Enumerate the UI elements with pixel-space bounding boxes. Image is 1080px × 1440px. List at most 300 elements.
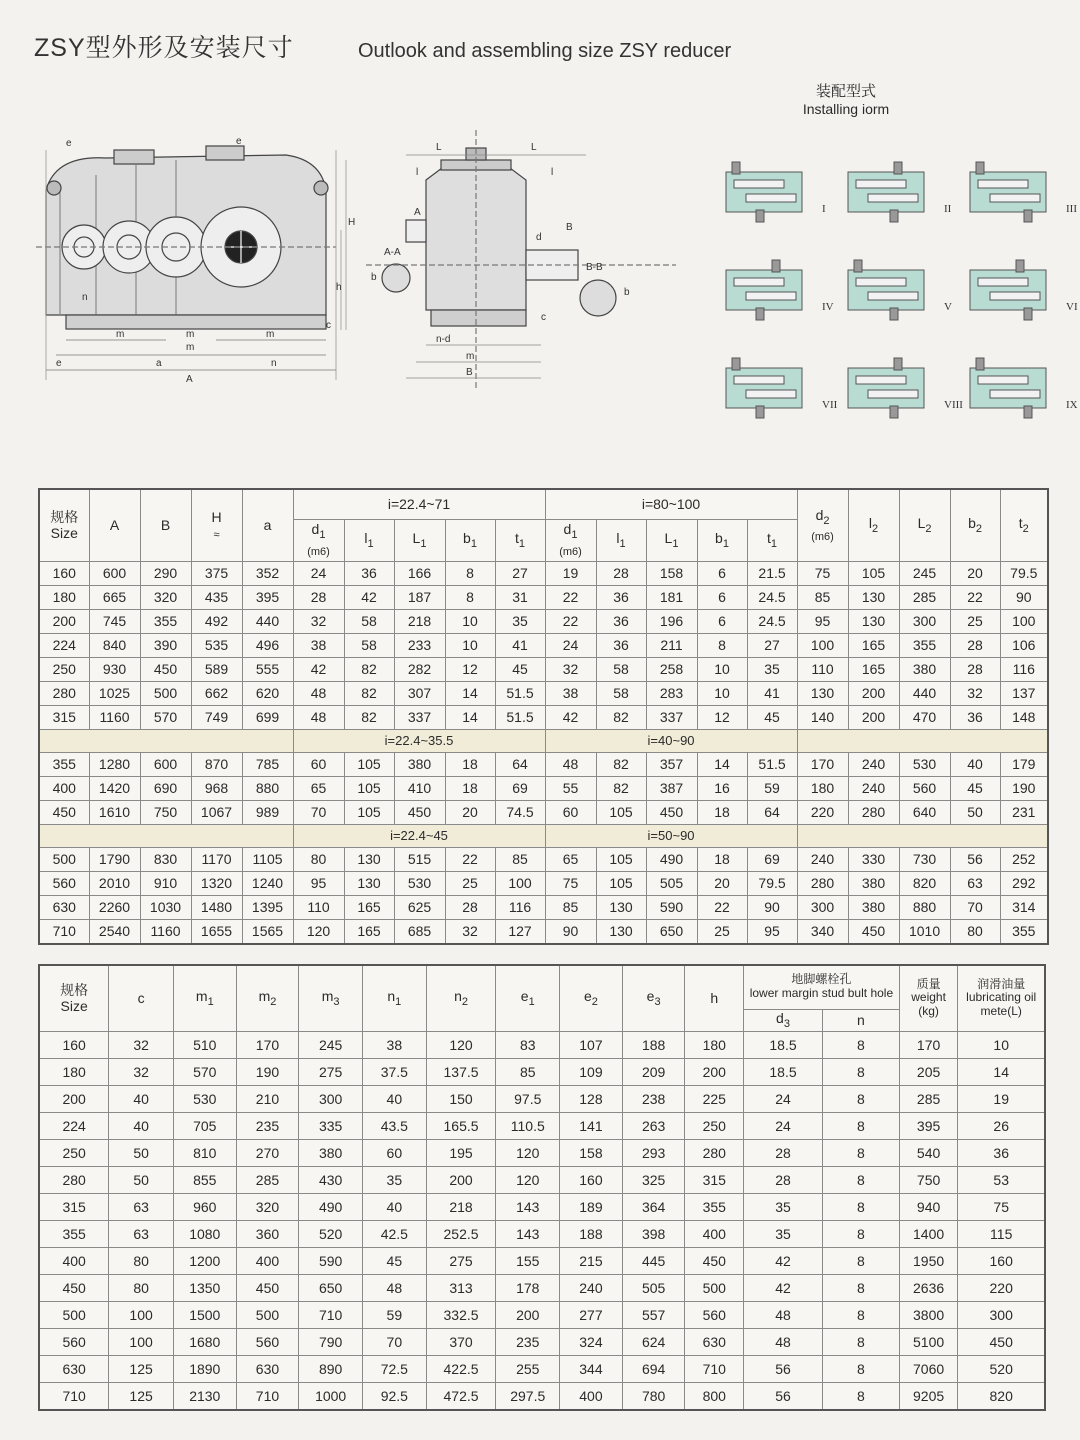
svg-text:n-d: n-d bbox=[436, 334, 451, 345]
t2-col-m2-header: $m_2$ bbox=[236, 965, 299, 1031]
value-cell: 181 bbox=[646, 585, 697, 609]
value-cell: 45 bbox=[495, 657, 545, 681]
value-cell: 1025 bbox=[89, 681, 140, 705]
value-cell: 490 bbox=[299, 1193, 363, 1220]
table-row bbox=[39, 871, 1048, 895]
value-cell: 63 bbox=[950, 871, 1000, 895]
value-cell: 60 bbox=[545, 800, 596, 824]
value-cell: 2130 bbox=[173, 1382, 236, 1410]
value-cell: 40 bbox=[950, 752, 1000, 776]
value-cell: 14 bbox=[958, 1058, 1045, 1085]
value-cell: 80 bbox=[950, 919, 1000, 944]
svg-text:m: m bbox=[116, 329, 125, 340]
value-cell: 27 bbox=[495, 561, 545, 585]
value-cell: 790 bbox=[299, 1328, 363, 1355]
value-cell: 28 bbox=[744, 1166, 823, 1193]
svg-text:h: h bbox=[336, 282, 342, 293]
value-cell: 24.5 bbox=[747, 585, 797, 609]
value-cell: 8 bbox=[822, 1139, 899, 1166]
value-cell: 325 bbox=[622, 1166, 685, 1193]
value-cell: 337 bbox=[646, 705, 697, 729]
value-cell: 38 bbox=[293, 633, 344, 657]
t2-col-m1-header: $m_1$ bbox=[173, 965, 236, 1031]
installing-form-title bbox=[796, 80, 896, 117]
installing-form-9 bbox=[970, 358, 1046, 418]
value-cell: 79.5 bbox=[1000, 561, 1048, 585]
value-cell: 290 bbox=[140, 561, 191, 585]
value-cell: 130 bbox=[848, 585, 899, 609]
value-cell: 37.5 bbox=[362, 1058, 426, 1085]
value-cell: 28 bbox=[445, 895, 495, 919]
value-cell: 400 bbox=[236, 1247, 299, 1274]
table-row bbox=[39, 847, 1048, 871]
value-cell: 95 bbox=[293, 871, 344, 895]
size-cell: 224 bbox=[39, 633, 89, 657]
value-cell: 75 bbox=[958, 1193, 1045, 1220]
value-cell: 355 bbox=[140, 609, 191, 633]
value-cell: 90 bbox=[1000, 585, 1048, 609]
value-cell: 355 bbox=[899, 633, 950, 657]
table-row bbox=[39, 752, 1048, 776]
value-cell: 36 bbox=[950, 705, 1000, 729]
installing-form-label: V bbox=[944, 301, 952, 313]
value-cell: 105 bbox=[596, 871, 646, 895]
value-cell: 18.5 bbox=[744, 1031, 823, 1058]
value-cell: 280 bbox=[685, 1139, 744, 1166]
value-cell: 665 bbox=[89, 585, 140, 609]
value-cell: 375 bbox=[191, 561, 242, 585]
table-row bbox=[39, 1085, 1045, 1112]
value-cell: 106 bbox=[1000, 633, 1048, 657]
value-cell: 500 bbox=[140, 681, 191, 705]
value-cell: 75 bbox=[545, 871, 596, 895]
value-cell: 745 bbox=[89, 609, 140, 633]
value-cell: 530 bbox=[899, 752, 950, 776]
side-view-drawing bbox=[366, 130, 676, 410]
t2-col-n2-header: $n_2$ bbox=[426, 965, 496, 1031]
svg-text:b: b bbox=[624, 287, 630, 298]
value-cell: 28 bbox=[293, 585, 344, 609]
value-cell: 589 bbox=[191, 657, 242, 681]
value-cell: 730 bbox=[899, 847, 950, 871]
value-cell: 107 bbox=[560, 1031, 623, 1058]
value-cell: 195 bbox=[426, 1139, 496, 1166]
table1-band-2 bbox=[39, 824, 1048, 847]
t2-col-h-header: h bbox=[685, 965, 744, 1031]
value-cell: 470 bbox=[899, 705, 950, 729]
value-cell: 100 bbox=[1000, 609, 1048, 633]
table-row bbox=[39, 1355, 1045, 1382]
table2-body bbox=[39, 1031, 1045, 1410]
value-cell: 188 bbox=[622, 1031, 685, 1058]
value-cell: 840 bbox=[89, 633, 140, 657]
value-cell: 492 bbox=[191, 609, 242, 633]
value-cell: 8 bbox=[822, 1220, 899, 1247]
value-cell: 540 bbox=[899, 1139, 958, 1166]
value-cell: 210 bbox=[236, 1085, 299, 1112]
value-cell: 387 bbox=[646, 776, 697, 800]
installing-form-title-cn: 装配型式 bbox=[815, 83, 876, 100]
value-cell: 43.5 bbox=[362, 1112, 426, 1139]
value-cell: 352 bbox=[242, 561, 293, 585]
value-cell: 32 bbox=[109, 1031, 174, 1058]
col-l1-header: $l_1$ bbox=[344, 519, 394, 561]
value-cell: 280 bbox=[848, 800, 899, 824]
value-cell: 200 bbox=[848, 705, 899, 729]
installing-form-6 bbox=[970, 260, 1046, 320]
value-cell: 50 bbox=[109, 1166, 174, 1193]
value-cell: 97.5 bbox=[496, 1085, 560, 1112]
value-cell: 445 bbox=[622, 1247, 685, 1274]
installing-form-2 bbox=[848, 162, 924, 222]
value-cell: 1950 bbox=[899, 1247, 958, 1274]
value-cell: 36 bbox=[344, 561, 394, 585]
value-cell: 1160 bbox=[140, 919, 191, 944]
value-cell: 1067 bbox=[191, 800, 242, 824]
value-cell: 19 bbox=[545, 561, 596, 585]
size-cell: 250 bbox=[39, 1139, 109, 1166]
svg-text:L: L bbox=[436, 142, 442, 153]
t2-col-n-header: n bbox=[822, 1009, 899, 1031]
value-cell: 127 bbox=[495, 919, 545, 944]
value-cell: 422.5 bbox=[426, 1355, 496, 1382]
size-cell: 280 bbox=[39, 681, 89, 705]
svg-text:e: e bbox=[56, 358, 62, 369]
value-cell: 50 bbox=[950, 800, 1000, 824]
value-cell: 282 bbox=[394, 657, 445, 681]
value-cell: 80 bbox=[293, 847, 344, 871]
value-cell: 130 bbox=[848, 609, 899, 633]
value-cell: 285 bbox=[899, 585, 950, 609]
value-cell: 235 bbox=[236, 1112, 299, 1139]
value-cell: 690 bbox=[140, 776, 191, 800]
value-cell: 116 bbox=[1000, 657, 1048, 681]
value-cell: 238 bbox=[622, 1085, 685, 1112]
svg-text:n: n bbox=[82, 292, 88, 303]
value-cell: 64 bbox=[495, 752, 545, 776]
value-cell: 337 bbox=[394, 705, 445, 729]
svg-text:B: B bbox=[466, 367, 473, 378]
value-cell: 70 bbox=[950, 895, 1000, 919]
value-cell: 130 bbox=[344, 847, 394, 871]
value-cell: 630 bbox=[685, 1328, 744, 1355]
value-cell: 231 bbox=[1000, 800, 1048, 824]
value-cell: 48 bbox=[744, 1301, 823, 1328]
value-cell: 100 bbox=[495, 871, 545, 895]
value-cell: 940 bbox=[899, 1193, 958, 1220]
col-L1b-header: $L_1$ bbox=[646, 519, 697, 561]
value-cell: 890 bbox=[299, 1355, 363, 1382]
value-cell: 105 bbox=[344, 752, 394, 776]
value-cell: 205 bbox=[899, 1058, 958, 1085]
value-cell: 263 bbox=[622, 1112, 685, 1139]
table-row bbox=[39, 1382, 1045, 1410]
svg-text:a: a bbox=[156, 358, 162, 369]
value-cell: 14 bbox=[697, 752, 747, 776]
t2-col-n1-header: $n_1$ bbox=[362, 965, 426, 1031]
table-row bbox=[39, 681, 1048, 705]
value-cell: 600 bbox=[89, 561, 140, 585]
size-cell: 400 bbox=[39, 776, 89, 800]
installing-form-label: VII bbox=[822, 399, 838, 411]
installing-form-label: VI bbox=[1066, 301, 1078, 313]
value-cell: 56 bbox=[744, 1382, 823, 1410]
value-cell: 8 bbox=[822, 1058, 899, 1085]
value-cell: 324 bbox=[560, 1328, 623, 1355]
value-cell: 1790 bbox=[89, 847, 140, 871]
value-cell: 307 bbox=[394, 681, 445, 705]
col-l1b-header: $l_1$ bbox=[596, 519, 646, 561]
value-cell: 48 bbox=[545, 752, 596, 776]
value-cell: 258 bbox=[646, 657, 697, 681]
value-cell: 1200 bbox=[173, 1247, 236, 1274]
value-cell: 292 bbox=[1000, 871, 1048, 895]
installing-form-8 bbox=[848, 358, 924, 418]
value-cell: 1395 bbox=[242, 895, 293, 919]
value-cell: 85 bbox=[496, 1058, 560, 1085]
value-cell: 450 bbox=[646, 800, 697, 824]
value-cell: 41 bbox=[495, 633, 545, 657]
size-cell: 710 bbox=[39, 1382, 109, 1410]
value-cell: 500 bbox=[685, 1274, 744, 1301]
value-cell: 640 bbox=[899, 800, 950, 824]
table-row bbox=[39, 1247, 1045, 1274]
table-row bbox=[39, 1193, 1045, 1220]
svg-text:B: B bbox=[566, 222, 573, 233]
band-2-left: i=22.4~45 bbox=[293, 824, 545, 847]
value-cell: 128 bbox=[560, 1085, 623, 1112]
table-row bbox=[39, 1166, 1045, 1193]
value-cell: 137.5 bbox=[426, 1058, 496, 1085]
size-cell: 355 bbox=[39, 1220, 109, 1247]
value-cell: 910 bbox=[140, 871, 191, 895]
value-cell: 25 bbox=[697, 919, 747, 944]
value-cell: 70 bbox=[362, 1328, 426, 1355]
value-cell: 32 bbox=[109, 1058, 174, 1085]
t2-bolt-hole-header: 地脚螺栓孔 lower margin stud bult hole bbox=[744, 965, 900, 1009]
value-cell: 10 bbox=[958, 1031, 1045, 1058]
table-row bbox=[39, 800, 1048, 824]
value-cell: 6 bbox=[697, 609, 747, 633]
value-cell: 320 bbox=[140, 585, 191, 609]
value-cell: 285 bbox=[236, 1166, 299, 1193]
table-row bbox=[39, 1301, 1045, 1328]
value-cell: 240 bbox=[560, 1274, 623, 1301]
value-cell: 749 bbox=[191, 705, 242, 729]
col-d1b-header: $d_1$ (m6) bbox=[545, 519, 596, 561]
value-cell: 65 bbox=[545, 847, 596, 871]
value-cell: 250 bbox=[685, 1112, 744, 1139]
dimension-table-1 bbox=[38, 488, 1049, 945]
value-cell: 10 bbox=[697, 657, 747, 681]
technical-drawings bbox=[36, 80, 1078, 460]
size-cell: 450 bbox=[39, 1274, 109, 1301]
value-cell: 255 bbox=[496, 1355, 560, 1382]
value-cell: 8 bbox=[822, 1112, 899, 1139]
value-cell: 56 bbox=[744, 1355, 823, 1382]
table-row bbox=[39, 1058, 1045, 1085]
table-row bbox=[39, 1220, 1045, 1247]
value-cell: 58 bbox=[344, 609, 394, 633]
value-cell: 27 bbox=[747, 633, 797, 657]
value-cell: 110.5 bbox=[496, 1112, 560, 1139]
size-cell: 224 bbox=[39, 1112, 109, 1139]
value-cell: 240 bbox=[848, 776, 899, 800]
value-cell: 51.5 bbox=[495, 681, 545, 705]
value-cell: 600 bbox=[140, 752, 191, 776]
svg-text:e: e bbox=[66, 138, 72, 149]
value-cell: 187 bbox=[394, 585, 445, 609]
value-cell: 440 bbox=[242, 609, 293, 633]
value-cell: 35 bbox=[744, 1193, 823, 1220]
value-cell: 60 bbox=[293, 752, 344, 776]
value-cell: 22 bbox=[545, 609, 596, 633]
value-cell: 380 bbox=[299, 1139, 363, 1166]
value-cell: 1350 bbox=[173, 1274, 236, 1301]
value-cell: 1610 bbox=[89, 800, 140, 824]
value-cell: 750 bbox=[899, 1166, 958, 1193]
value-cell: 780 bbox=[622, 1382, 685, 1410]
value-cell: 300 bbox=[299, 1085, 363, 1112]
ratio-group-1-header: i=22.4~71 bbox=[293, 489, 545, 519]
value-cell: 189 bbox=[560, 1193, 623, 1220]
value-cell: 90 bbox=[545, 919, 596, 944]
value-cell: 130 bbox=[596, 919, 646, 944]
value-cell: 82 bbox=[596, 776, 646, 800]
col-b1-header: $b_1$ bbox=[445, 519, 495, 561]
value-cell: 200 bbox=[426, 1166, 496, 1193]
value-cell: 200 bbox=[496, 1301, 560, 1328]
value-cell: 275 bbox=[426, 1247, 496, 1274]
value-cell: 70 bbox=[293, 800, 344, 824]
band-1-right: i=40~90 bbox=[545, 729, 797, 752]
svg-text:c: c bbox=[326, 320, 331, 331]
value-cell: 158 bbox=[560, 1139, 623, 1166]
value-cell: 340 bbox=[797, 919, 848, 944]
value-cell: 590 bbox=[646, 895, 697, 919]
value-cell: 72.5 bbox=[362, 1355, 426, 1382]
value-cell: 115 bbox=[958, 1220, 1045, 1247]
value-cell: 10 bbox=[445, 633, 495, 657]
value-cell: 170 bbox=[236, 1031, 299, 1058]
value-cell: 95 bbox=[797, 609, 848, 633]
value-cell: 2010 bbox=[89, 871, 140, 895]
value-cell: 130 bbox=[344, 871, 394, 895]
size-cell: 250 bbox=[39, 657, 89, 681]
value-cell: 20 bbox=[445, 800, 495, 824]
value-cell: 45 bbox=[747, 705, 797, 729]
value-cell: 1105 bbox=[242, 847, 293, 871]
value-cell: 35 bbox=[362, 1166, 426, 1193]
value-cell: 960 bbox=[173, 1193, 236, 1220]
value-cell: 930 bbox=[89, 657, 140, 681]
table-row bbox=[39, 657, 1048, 681]
col-t1b-header: $t_1$ bbox=[747, 519, 797, 561]
value-cell: 105 bbox=[596, 847, 646, 871]
value-cell: 2260 bbox=[89, 895, 140, 919]
table-row bbox=[39, 561, 1048, 585]
value-cell: 520 bbox=[299, 1220, 363, 1247]
page-title-cn: ZSY型外形及安装尺寸 bbox=[34, 34, 294, 62]
value-cell: 6 bbox=[697, 585, 747, 609]
size-cell: 180 bbox=[39, 1058, 109, 1085]
value-cell: 450 bbox=[140, 657, 191, 681]
value-cell: 10 bbox=[445, 609, 495, 633]
value-cell: 380 bbox=[394, 752, 445, 776]
value-cell: 699 bbox=[242, 705, 293, 729]
value-cell: 140 bbox=[797, 705, 848, 729]
value-cell: 233 bbox=[394, 633, 445, 657]
value-cell: 8 bbox=[445, 585, 495, 609]
value-cell: 110 bbox=[797, 657, 848, 681]
value-cell: 75 bbox=[797, 561, 848, 585]
value-cell: 158 bbox=[646, 561, 697, 585]
value-cell: 8 bbox=[822, 1301, 899, 1328]
installing-form-3 bbox=[970, 162, 1046, 222]
size-cell: 450 bbox=[39, 800, 89, 824]
value-cell: 38 bbox=[362, 1031, 426, 1058]
t2-oil-header: 润滑油量 lubricating oil mete(L) bbox=[958, 965, 1045, 1031]
size-cell: 160 bbox=[39, 1031, 109, 1058]
value-cell: 58 bbox=[596, 657, 646, 681]
value-cell: 570 bbox=[140, 705, 191, 729]
value-cell: 48 bbox=[293, 705, 344, 729]
value-cell: 1240 bbox=[242, 871, 293, 895]
value-cell: 85 bbox=[545, 895, 596, 919]
value-cell: 166 bbox=[394, 561, 445, 585]
col-l2-header: $l_2$ bbox=[848, 489, 899, 561]
size-cell: 400 bbox=[39, 1247, 109, 1274]
value-cell: 130 bbox=[797, 681, 848, 705]
table-row bbox=[39, 1139, 1045, 1166]
col-d2-header: $d_2$ (m6) bbox=[797, 489, 848, 561]
value-cell: 82 bbox=[596, 752, 646, 776]
t2-col-e3-header: $e_3$ bbox=[622, 965, 685, 1031]
value-cell: 110 bbox=[293, 895, 344, 919]
value-cell: 235 bbox=[496, 1328, 560, 1355]
value-cell: 14 bbox=[445, 681, 495, 705]
table-row bbox=[39, 585, 1048, 609]
t2-size-header: 规格 Size bbox=[39, 965, 109, 1031]
value-cell: 520 bbox=[958, 1355, 1045, 1382]
front-view-drawing bbox=[36, 130, 356, 450]
value-cell: 8 bbox=[822, 1031, 899, 1058]
value-cell: 125 bbox=[109, 1382, 174, 1410]
value-cell: 1170 bbox=[191, 847, 242, 871]
value-cell: 180 bbox=[797, 776, 848, 800]
installing-form-7 bbox=[726, 358, 802, 418]
col-b2-header: $b_2$ bbox=[950, 489, 1000, 561]
col-d1-header: $d_1$ (m6) bbox=[293, 519, 344, 561]
value-cell: 50 bbox=[109, 1139, 174, 1166]
value-cell: 165 bbox=[344, 919, 394, 944]
col-t2-header: $t_2$ bbox=[1000, 489, 1048, 561]
value-cell: 297.5 bbox=[496, 1382, 560, 1410]
value-cell: 25 bbox=[950, 609, 1000, 633]
value-cell: 1030 bbox=[140, 895, 191, 919]
value-cell: 240 bbox=[797, 847, 848, 871]
value-cell: 92.5 bbox=[362, 1382, 426, 1410]
value-cell: 42 bbox=[744, 1247, 823, 1274]
size-cell: 280 bbox=[39, 1166, 109, 1193]
table-row bbox=[39, 895, 1048, 919]
value-cell: 450 bbox=[848, 919, 899, 944]
value-cell: 435 bbox=[191, 585, 242, 609]
value-cell: 245 bbox=[299, 1031, 363, 1058]
value-cell: 28 bbox=[744, 1139, 823, 1166]
value-cell: 710 bbox=[299, 1301, 363, 1328]
size-cell: 200 bbox=[39, 1085, 109, 1112]
